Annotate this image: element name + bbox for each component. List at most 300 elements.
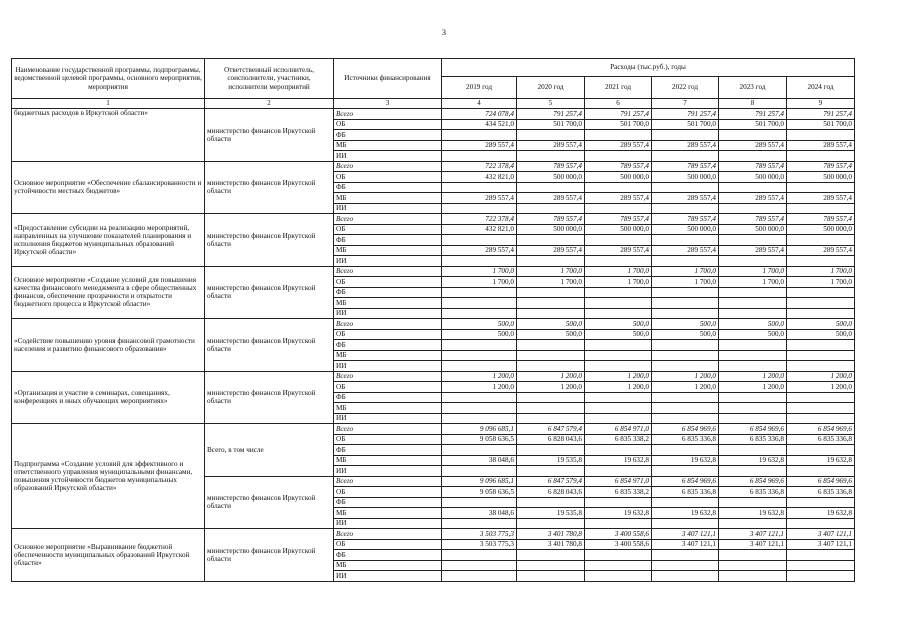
amount-cell: 1 700,0 (585, 266, 652, 277)
amount-cell: 6 835 338,2 (585, 487, 652, 498)
amount-cell (719, 130, 787, 141)
amount-cell (719, 203, 787, 214)
amount-cell (517, 518, 585, 529)
amount-cell: 500,0 (517, 319, 585, 330)
amount-cell: 1 700,0 (787, 277, 855, 288)
amount-cell (787, 130, 855, 141)
amount-cell: 6 828 043,6 (517, 487, 585, 498)
amount-cell: 501 700,0 (719, 119, 787, 130)
amount-cell: 789 557,4 (652, 161, 719, 172)
amount-cell: 289 557,4 (517, 245, 585, 256)
amount-cell (517, 203, 585, 214)
table-row (12, 214, 855, 225)
amount-cell: 1 700,0 (517, 277, 585, 288)
amount-cell (517, 571, 585, 582)
amount-cell (585, 298, 652, 309)
amount-cell: 38 048,6 (442, 508, 517, 519)
amount-cell: 289 557,4 (719, 193, 787, 204)
amount-cell: 1 700,0 (442, 277, 517, 288)
executor-cell: министерство финансов Иркутской области (205, 161, 334, 214)
funding-source-cell: ИИ (334, 518, 442, 529)
amount-cell: 501 700,0 (517, 119, 585, 130)
amount-cell (719, 182, 787, 193)
executor-cell: министерство финансов Иркутской области (205, 109, 334, 162)
funding-source-cell: ОБ (334, 382, 442, 393)
amount-cell (652, 518, 719, 529)
funding-source-cell: ФБ (334, 445, 442, 456)
amount-cell: 789 557,4 (517, 214, 585, 225)
funding-source-cell: ИИ (334, 256, 442, 267)
amount-cell: 9 058 636,5 (442, 487, 517, 498)
amount-cell: 9 058 636,5 (442, 434, 517, 445)
amount-cell (787, 392, 855, 403)
funding-source-cell: МБ (334, 560, 442, 571)
amount-cell (585, 445, 652, 456)
amount-cell (585, 130, 652, 141)
amount-cell (442, 203, 517, 214)
amount-cell (787, 308, 855, 319)
header-executor-col: Ответственный исполнитель, соисполнители, участники, исполнители мероприятий (205, 59, 334, 99)
amount-cell (585, 182, 652, 193)
amount-cell (442, 518, 517, 529)
amount-cell (442, 361, 517, 372)
table-row (12, 161, 855, 172)
amount-cell (517, 235, 585, 246)
amount-cell: 1 200,0 (787, 371, 855, 382)
amount-cell (719, 497, 787, 508)
column-index: 4 (442, 99, 517, 109)
amount-cell: 6 835 336,8 (652, 434, 719, 445)
amount-cell: 6 854 971,0 (585, 476, 652, 487)
amount-cell (719, 340, 787, 351)
amount-cell (585, 340, 652, 351)
amount-cell: 38 048,6 (442, 455, 517, 466)
amount-cell (652, 445, 719, 456)
amount-cell (652, 560, 719, 571)
amount-cell (719, 151, 787, 162)
amount-cell (787, 550, 855, 561)
amount-cell: 1 200,0 (442, 371, 517, 382)
amount-cell (787, 445, 855, 456)
amount-cell (442, 182, 517, 193)
amount-cell (652, 392, 719, 403)
header-sources-col: Источники финансирования (334, 59, 442, 99)
amount-cell: 500,0 (787, 329, 855, 340)
funding-source-cell: ФБ (334, 550, 442, 561)
amount-cell (517, 497, 585, 508)
funding-source-cell: ФБ (334, 235, 442, 246)
amount-cell: 500,0 (442, 319, 517, 330)
amount-cell (719, 308, 787, 319)
amount-cell (652, 256, 719, 267)
amount-cell: 1 200,0 (719, 382, 787, 393)
funding-source-cell: ОБ (334, 487, 442, 498)
amount-cell: 6 854 971,0 (585, 424, 652, 435)
amount-cell (442, 130, 517, 141)
amount-cell (652, 340, 719, 351)
amount-cell (787, 497, 855, 508)
amount-cell: 791 257,4 (652, 109, 719, 120)
amount-cell: 19 632,8 (585, 455, 652, 466)
amount-cell: 19 632,8 (719, 455, 787, 466)
amount-cell (585, 308, 652, 319)
column-index: 3 (334, 99, 442, 109)
amount-cell (585, 497, 652, 508)
funding-source-cell: МБ (334, 403, 442, 414)
amount-cell: 289 557,4 (442, 193, 517, 204)
funding-source-cell: ИИ (334, 308, 442, 319)
amount-cell (585, 550, 652, 561)
amount-cell: 6 854 969,6 (652, 424, 719, 435)
amount-cell: 6 828 043,6 (517, 434, 585, 445)
amount-cell (787, 518, 855, 529)
amount-cell: 3 407 121,1 (787, 529, 855, 540)
amount-cell (719, 256, 787, 267)
amount-cell (442, 403, 517, 414)
amount-cell (442, 571, 517, 582)
amount-cell: 789 557,4 (652, 214, 719, 225)
amount-cell (517, 287, 585, 298)
amount-cell: 3 503 775,3 (442, 539, 517, 550)
amount-cell (787, 256, 855, 267)
amount-cell: 500 000,0 (585, 172, 652, 183)
amount-cell (787, 466, 855, 477)
amount-cell (442, 298, 517, 309)
amount-cell (719, 392, 787, 403)
amount-cell (442, 235, 517, 246)
funding-source-cell: Всего (334, 319, 442, 330)
amount-cell (517, 550, 585, 561)
amount-cell: 500,0 (517, 329, 585, 340)
amount-cell: 791 257,4 (787, 109, 855, 120)
funding-source-cell: ОБ (334, 277, 442, 288)
amount-cell: 6 854 969,6 (719, 476, 787, 487)
amount-cell: 289 557,4 (652, 193, 719, 204)
funding-source-cell: Всего (334, 109, 442, 120)
program-name-cell: Основное мероприятие «Выравнивание бюджетной обеспеченности муниципальных образований Иркутской области» (12, 529, 205, 582)
amount-cell: 289 557,4 (787, 140, 855, 151)
amount-cell: 6 835 336,8 (719, 487, 787, 498)
amount-cell (652, 287, 719, 298)
amount-cell: 1 700,0 (585, 277, 652, 288)
amount-cell: 1 700,0 (719, 266, 787, 277)
amount-cell (652, 403, 719, 414)
amount-cell (787, 571, 855, 582)
amount-cell: 289 557,4 (517, 193, 585, 204)
amount-cell: 432 821,0 (442, 224, 517, 235)
amount-cell (585, 560, 652, 571)
amount-cell (652, 550, 719, 561)
funding-source-cell: МБ (334, 350, 442, 361)
header-year: 2023 год (719, 77, 787, 99)
funding-source-cell: МБ (334, 455, 442, 466)
amount-cell: 3 407 121,1 (652, 529, 719, 540)
amount-cell (652, 235, 719, 246)
amount-cell: 789 557,4 (719, 161, 787, 172)
amount-cell (652, 361, 719, 372)
program-name-cell: бюджетных расходов в Иркутской области» (12, 109, 205, 162)
amount-cell: 434 521,0 (442, 119, 517, 130)
amount-cell: 500 000,0 (585, 224, 652, 235)
amount-cell (442, 497, 517, 508)
program-name-cell: Подпрограмма «Создание условий для эффективного и ответственного управления муниципальными финансами, повышения устойчивости бюджетов муниципальных образований Иркутской области» (12, 424, 205, 529)
amount-cell (719, 560, 787, 571)
amount-cell: 500,0 (787, 319, 855, 330)
amount-cell: 791 257,4 (719, 109, 787, 120)
amount-cell (787, 151, 855, 162)
amount-cell: 500,0 (585, 319, 652, 330)
amount-cell (585, 287, 652, 298)
table-row (12, 371, 855, 382)
amount-cell (652, 497, 719, 508)
amount-cell (517, 466, 585, 477)
header-year: 2022 год (652, 77, 719, 99)
funding-source-cell: МБ (334, 193, 442, 204)
amount-cell (585, 350, 652, 361)
amount-cell: 501 700,0 (787, 119, 855, 130)
funding-source-cell: ИИ (334, 466, 442, 477)
funding-source-cell: ФБ (334, 340, 442, 351)
funding-source-cell: Всего (334, 371, 442, 382)
amount-cell (652, 182, 719, 193)
amount-cell: 1 200,0 (585, 382, 652, 393)
amount-cell: 19 632,8 (787, 508, 855, 519)
amount-cell: 6 835 336,8 (652, 487, 719, 498)
amount-cell: 500 000,0 (517, 172, 585, 183)
amount-cell: 3 407 121,1 (719, 539, 787, 550)
amount-cell: 500 000,0 (787, 172, 855, 183)
amount-cell: 289 557,4 (787, 193, 855, 204)
amount-cell: 289 557,4 (719, 245, 787, 256)
amount-cell: 19 632,8 (652, 455, 719, 466)
amount-cell: 19 632,8 (719, 508, 787, 519)
amount-cell (719, 403, 787, 414)
table-row (12, 529, 855, 540)
funding-source-cell: ОБ (334, 224, 442, 235)
amount-cell (517, 392, 585, 403)
amount-cell: 3 407 121,1 (652, 539, 719, 550)
amount-cell (652, 151, 719, 162)
funding-source-cell: ОБ (334, 329, 442, 340)
amount-cell: 289 557,4 (585, 245, 652, 256)
funding-source-cell: Всего (334, 476, 442, 487)
amount-cell (517, 340, 585, 351)
amount-cell: 3 401 780,8 (517, 529, 585, 540)
header-year: 2020 год (517, 77, 585, 99)
funding-source-cell: ИИ (334, 413, 442, 424)
amount-cell (442, 550, 517, 561)
funding-source-cell: ОБ (334, 539, 442, 550)
amount-cell (787, 403, 855, 414)
funding-source-cell: ОБ (334, 434, 442, 445)
executor-cell: министерство финансов Иркутской области (205, 371, 334, 424)
amount-cell: 6 835 336,8 (719, 434, 787, 445)
amount-cell: 289 557,4 (585, 140, 652, 151)
amount-cell (517, 182, 585, 193)
funding-source-cell: ИИ (334, 571, 442, 582)
funding-source-cell: Всего (334, 424, 442, 435)
amount-cell: 1 200,0 (787, 382, 855, 393)
amount-cell (652, 350, 719, 361)
amount-cell (517, 130, 585, 141)
funding-source-cell: ФБ (334, 130, 442, 141)
amount-cell (652, 571, 719, 582)
amount-cell: 1 200,0 (719, 371, 787, 382)
amount-cell (652, 413, 719, 424)
amount-cell (517, 256, 585, 267)
amount-cell: 19 535,8 (517, 508, 585, 519)
amount-cell (787, 287, 855, 298)
amount-cell (517, 298, 585, 309)
amount-cell (442, 308, 517, 319)
amount-cell: 289 557,4 (719, 140, 787, 151)
amount-cell: 722 378,4 (442, 161, 517, 172)
amount-cell: 6 835 338,2 (585, 434, 652, 445)
amount-cell: 500 000,0 (719, 224, 787, 235)
program-name-cell: Основное мероприятие «Обеспечение сбалансированности и устойчивости местных бюджетов» (12, 161, 205, 214)
amount-cell: 1 700,0 (787, 266, 855, 277)
amount-cell: 6 835 336,8 (787, 434, 855, 445)
amount-cell (787, 203, 855, 214)
financing-table (11, 58, 855, 582)
funding-source-cell: ИИ (334, 203, 442, 214)
funding-source-cell: ОБ (334, 119, 442, 130)
amount-cell: 1 200,0 (652, 382, 719, 393)
funding-source-cell: МБ (334, 245, 442, 256)
amount-cell (585, 256, 652, 267)
funding-source-cell: Всего (334, 529, 442, 540)
amount-cell: 1 200,0 (517, 371, 585, 382)
amount-cell (719, 287, 787, 298)
program-name-cell: «Предоставление субсидии на реализацию мероприятий, направленных на улучшение показателей планирования и исполнения бюджетов муниципальных образований Иркутской области» (12, 214, 205, 267)
amount-cell: 500 000,0 (719, 172, 787, 183)
executor-cell: министерство финансов Иркутской области (205, 476, 334, 529)
amount-cell (585, 151, 652, 162)
program-name-cell: «Организация и участие в семинарах, совещаниях, конференциях и иных обучающих мероприятиях» (12, 371, 205, 424)
column-index: 2 (205, 99, 334, 109)
amount-cell (442, 392, 517, 403)
header-year: 2019 год (442, 77, 517, 99)
funding-source-cell: МБ (334, 508, 442, 519)
table-row (12, 424, 855, 435)
amount-cell (585, 392, 652, 403)
funding-source-cell: ИИ (334, 151, 442, 162)
amount-cell: 1 700,0 (442, 266, 517, 277)
amount-cell: 19 632,8 (585, 508, 652, 519)
amount-cell (719, 361, 787, 372)
funding-source-cell: ФБ (334, 497, 442, 508)
amount-cell (652, 466, 719, 477)
funding-source-cell: МБ (334, 140, 442, 151)
amount-cell (517, 350, 585, 361)
amount-cell: 724 078,4 (442, 109, 517, 120)
amount-cell: 3 401 780,8 (517, 539, 585, 550)
amount-cell (585, 571, 652, 582)
program-name-cell: Основное мероприятие «Создание условий для повышения качества финансового менеджмента в сфере общественных финансов, обеспечение прозрачности и открытости бюджетного процесса в Иркутской области» (12, 266, 205, 319)
header-name-col: Наименование государственной программы, подпрограммы, ведомственной целевой программы, основного мероприятия, мероприятия (12, 59, 205, 99)
table-body (12, 109, 855, 582)
header-year: 2021 год (585, 77, 652, 99)
amount-cell (719, 518, 787, 529)
amount-cell: 1 200,0 (652, 371, 719, 382)
amount-cell: 1 700,0 (719, 277, 787, 288)
amount-cell (585, 466, 652, 477)
amount-cell (787, 413, 855, 424)
amount-cell (585, 361, 652, 372)
amount-cell: 3 400 558,6 (585, 539, 652, 550)
amount-cell: 289 557,4 (585, 193, 652, 204)
executor-cell: Всего, в том числе (205, 424, 334, 477)
amount-cell: 789 557,4 (787, 214, 855, 225)
program-name-cell: «Содействие повышению уровня финансовой грамотности населения и развитию финансового образования» (12, 319, 205, 372)
amount-cell: 3 503 775,3 (442, 529, 517, 540)
amount-cell (719, 466, 787, 477)
amount-cell: 3 400 558,6 (585, 529, 652, 540)
amount-cell: 289 557,4 (517, 140, 585, 151)
column-index: 8 (719, 99, 787, 109)
amount-cell (517, 445, 585, 456)
amount-cell: 500,0 (652, 329, 719, 340)
amount-cell (442, 256, 517, 267)
header-expenses: Расходы (тыс.руб.), годы (442, 59, 855, 77)
amount-cell: 500,0 (442, 329, 517, 340)
column-index: 9 (787, 99, 855, 109)
amount-cell: 1 200,0 (442, 382, 517, 393)
amount-cell (517, 308, 585, 319)
executor-cell: министерство финансов Иркутской области (205, 529, 334, 582)
amount-cell (517, 560, 585, 571)
amount-cell (442, 413, 517, 424)
amount-cell: 789 557,4 (585, 214, 652, 225)
amount-cell (652, 130, 719, 141)
amount-cell: 791 257,4 (585, 109, 652, 120)
amount-cell: 501 700,0 (652, 119, 719, 130)
amount-cell (787, 560, 855, 571)
amount-cell (719, 550, 787, 561)
amount-cell (719, 413, 787, 424)
amount-cell (585, 518, 652, 529)
amount-cell (517, 413, 585, 424)
amount-cell: 1 700,0 (652, 266, 719, 277)
amount-cell: 6 854 969,6 (787, 476, 855, 487)
amount-cell: 789 557,4 (719, 214, 787, 225)
amount-cell: 501 700,0 (585, 119, 652, 130)
amount-cell (787, 182, 855, 193)
amount-cell (719, 235, 787, 246)
amount-cell: 500 000,0 (517, 224, 585, 235)
amount-cell (442, 151, 517, 162)
funding-source-cell: МБ (334, 298, 442, 309)
amount-cell: 289 557,4 (442, 245, 517, 256)
amount-cell (442, 350, 517, 361)
executor-cell: министерство финансов Иркутской области (205, 266, 334, 319)
amount-cell (442, 560, 517, 571)
amount-cell (517, 151, 585, 162)
amount-cell (787, 298, 855, 309)
amount-cell (517, 361, 585, 372)
funding-source-cell: Всего (334, 266, 442, 277)
funding-source-cell: ФБ (334, 392, 442, 403)
amount-cell: 3 407 121,1 (719, 529, 787, 540)
amount-cell (442, 340, 517, 351)
amount-cell (787, 361, 855, 372)
amount-cell (585, 403, 652, 414)
amount-cell: 6 847 579,4 (517, 476, 585, 487)
amount-cell: 1 700,0 (652, 277, 719, 288)
amount-cell: 500,0 (652, 319, 719, 330)
funding-source-cell: Всего (334, 161, 442, 172)
amount-cell (652, 308, 719, 319)
